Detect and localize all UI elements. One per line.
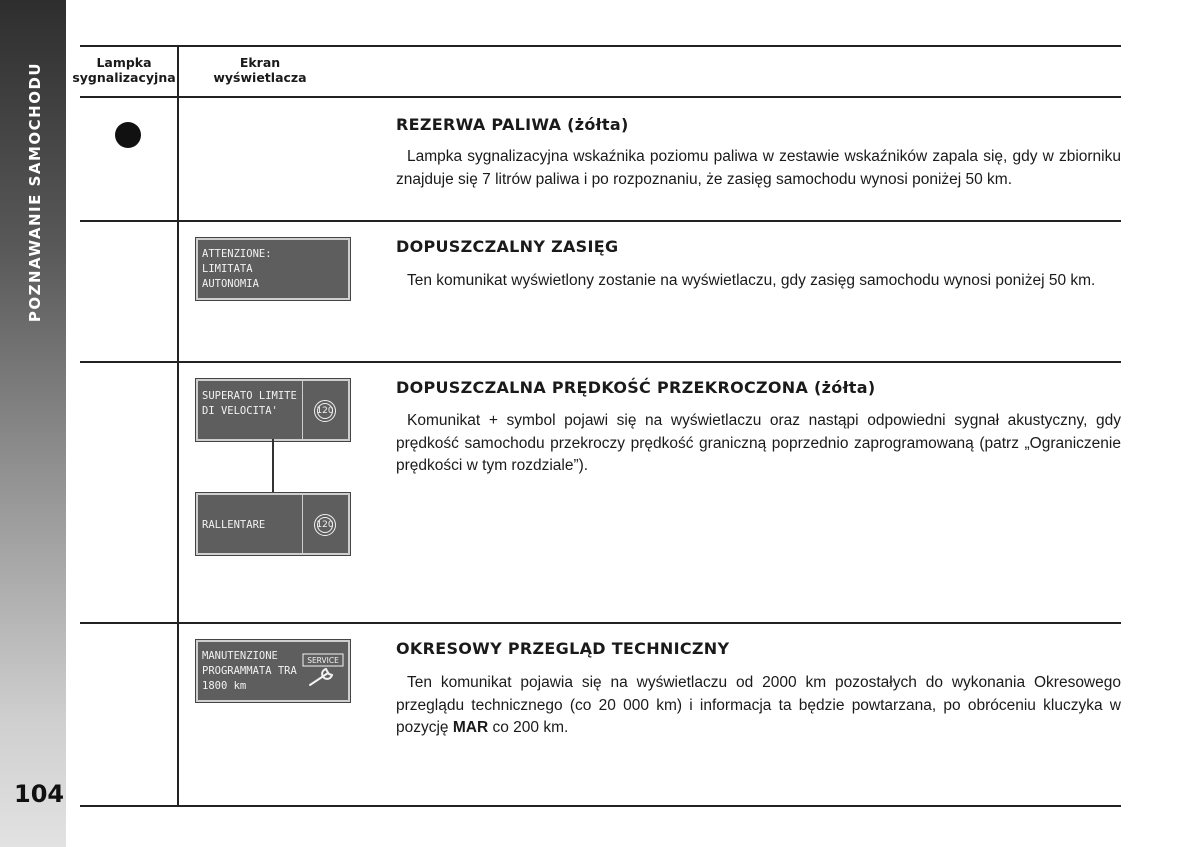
- display-screen: [196, 640, 350, 702]
- header-rule: [80, 96, 1121, 98]
- row-divider: [80, 622, 1121, 624]
- col-header-display: Ekran wyświetlacza: [213, 55, 307, 85]
- col-header-lamp: Lampka sygnalizacyjna: [72, 55, 176, 85]
- key-position-label: MAR: [452, 719, 489, 736]
- column-divider: [177, 46, 179, 806]
- display-screen: [196, 379, 350, 441]
- table-bottom-rule: [80, 805, 1121, 807]
- row-description: Ten komunikat wyświetlony zostanie na wyświetlaczu, gdy zasięg samochodu wynosi poniżej 50 km.: [407, 272, 1096, 289]
- table-top-rule: [80, 45, 1121, 47]
- description-text: Ten komunikat pojawia się na wyświetlaczu od 2000 km pozostałych do wykonania Okresowego przeglądu technicznego (co 20 000 km) i informacja ta będzie powtarzana, po obróceniu kluczyka w pozycję: [396, 674, 1121, 736]
- fuel-reserve-lamp-icon: [115, 122, 141, 148]
- row-description: [396, 672, 1121, 740]
- display-connector: [272, 439, 274, 495]
- section-title: POZNAWANIE SAMOCHODU: [26, 61, 44, 323]
- wrench-icon: [302, 653, 346, 691]
- row-heading: REZERWA PALIWA (żółta): [396, 115, 629, 134]
- speed-limit-icon: 120: [314, 514, 336, 536]
- row-heading: DOPUSZCZALNY ZASIĘG: [396, 237, 619, 256]
- side-bar: [0, 0, 66, 847]
- row-description: Komunikat + symbol pojawi się na wyświetlaczu oraz nastąpi odpowiedni sygnał akustyczny, gdy prędkość samochodu przekroczy prędkość graniczną poprzednio zaprogramowaną (patrz „Ograniczenie prędkości w tym rozdziale”).: [396, 412, 1121, 474]
- display-separator: [302, 495, 303, 553]
- service-label: SERVICE: [307, 656, 339, 665]
- row-divider: [80, 220, 1121, 222]
- display-separator: [302, 381, 303, 439]
- speed-limit-icon: 120: [314, 400, 336, 422]
- row-heading: OKRESOWY PRZEGLĄD TECHNICZNY: [396, 639, 730, 658]
- display-screen: [196, 238, 350, 300]
- row-heading: DOPUSZCZALNA PRĘDKOŚĆ PRZEKROCZONA (żółta): [396, 378, 876, 397]
- display-text: SUPERATO LIMITE DI VELOCITA': [202, 390, 297, 417]
- display-screen: [196, 493, 350, 555]
- row-divider: [80, 361, 1121, 363]
- description-text: co 200 km.: [488, 719, 569, 736]
- row-description: Lampka sygnalizacyjna wskaźnika poziomu paliwa w zestawie wskaźników zapala się, gdy w zbiorniku znajduje się 7 litrów paliwa i po rozpoznaniu, że zasięg samochodu wynosi poniżej 50 km.: [396, 148, 1121, 188]
- display-text: ATTENZIONE: LIMITATA AUTONOMIA: [202, 248, 272, 290]
- page-number: 104: [14, 780, 65, 808]
- display-text: RALLENTARE: [202, 519, 266, 531]
- display-text: MANUTENZIONE PROGRAMMATA TRA 1800 km: [202, 650, 297, 692]
